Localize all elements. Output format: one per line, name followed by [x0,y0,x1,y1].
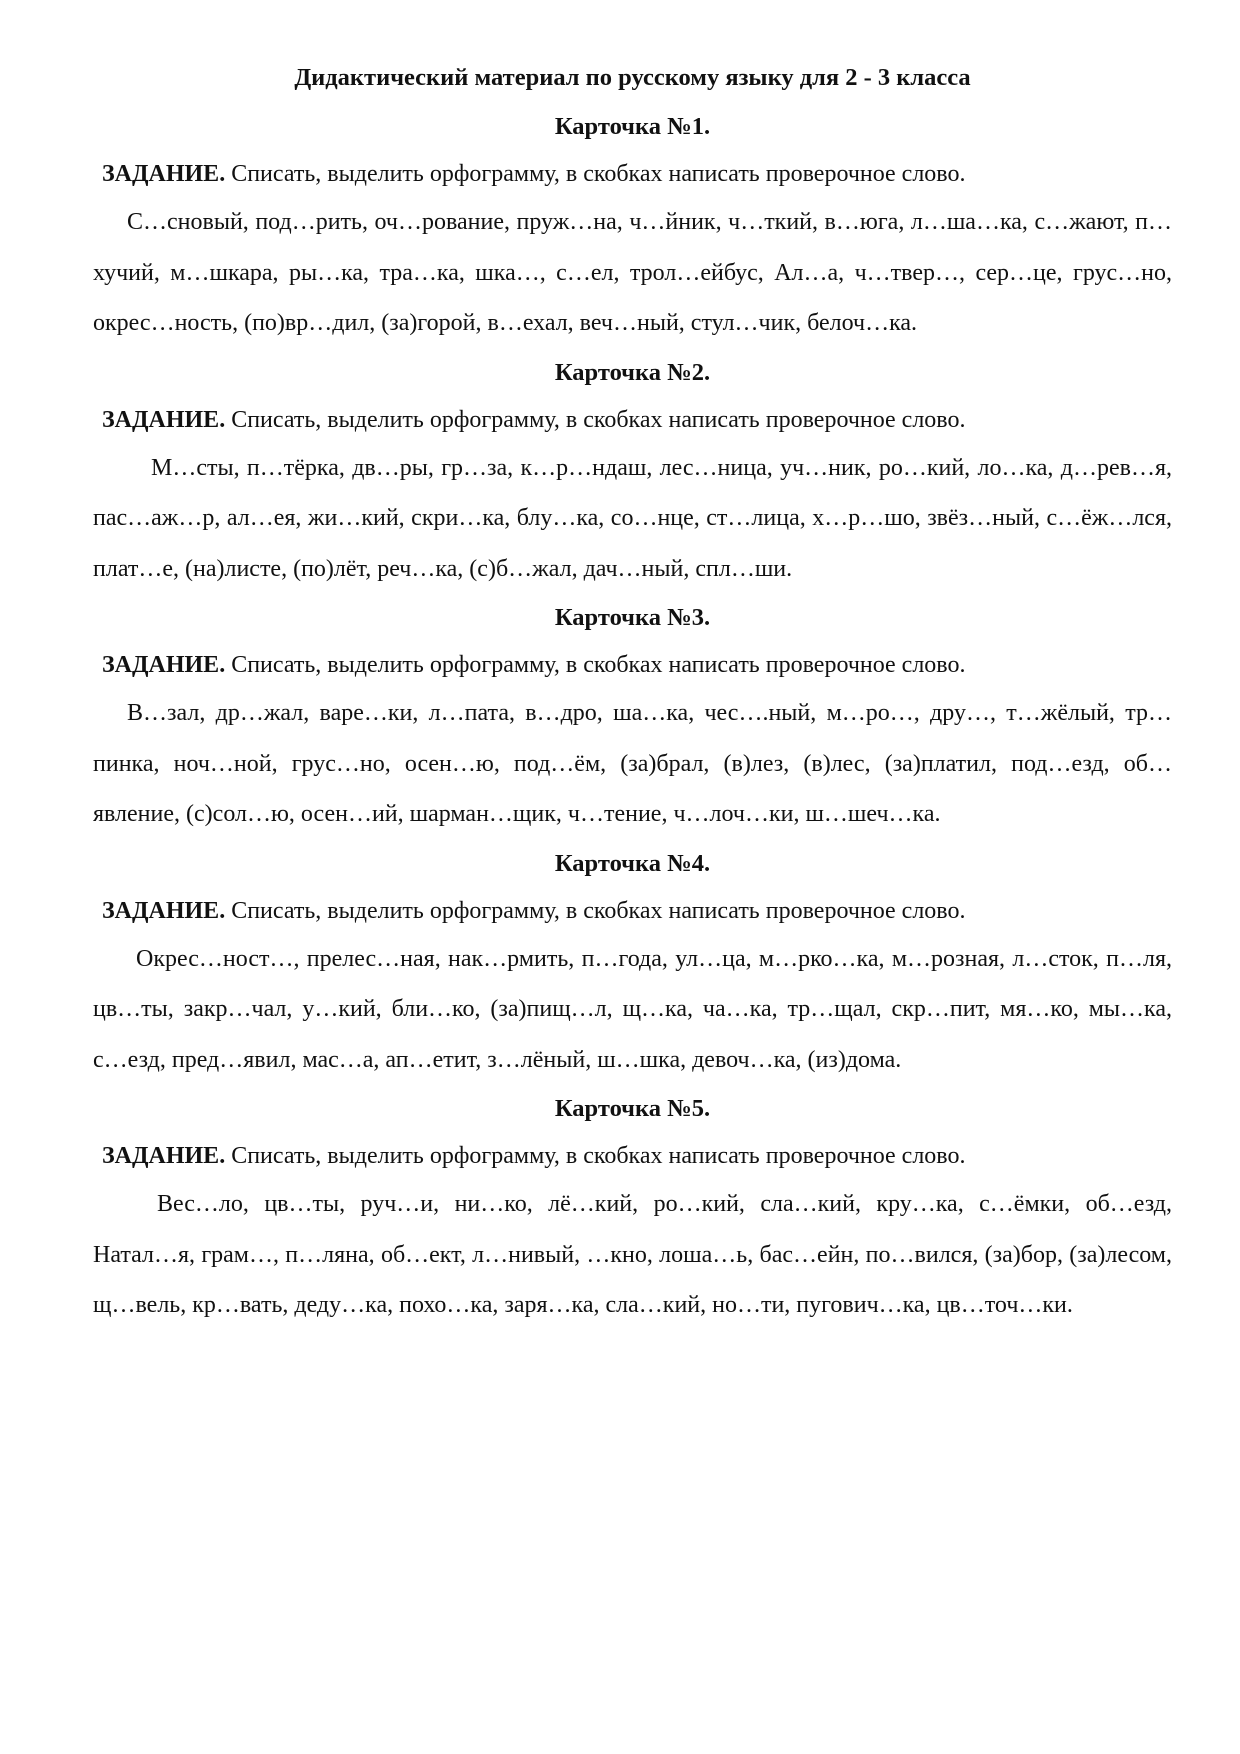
card-5 [93,1085,1172,1331]
task-instruction [93,888,1172,934]
card-title: Карточка №3. [554,604,711,631]
task-instruction [93,642,1172,688]
task-label: ЗАДАНИЕ. [102,406,226,433]
card-title: Карточка №5. [554,1095,711,1122]
card-title: Карточка №2. [554,358,711,386]
card-title: Карточка №4. [554,849,711,877]
exercise-words: В…зал, др…жал, варе…ки, л…пата, в…дро, ша…ка, чес….ный, м…ро…, дру…, т…жёлый, тр…пинка, ноч…ной, грус…но, осен…ю, под…ём, (за)брал, (в)лез, (в)лес, (за)платил, под…езд, об…явление, (с)сол…ю, осен…ий, шарман…щик, ч…тение, ч…лоч…ки, ш…шеч…ка. [93,700,1172,827]
card-2 [93,349,1172,595]
exercise-words: С…сновый, под…рить, оч…рование, пруж…на, ч…йник, ч…ткий, в…юга, л…ша…ка, с…жают, п…хучий, м…шкара, ры…ка, тра…ка, шка…, с…ел, трол…ейбус, Ал…а, ч…твер…, сер…це, грус…но, окрес…ность, (по)вр…дил, (за)горой, в…ехал, веч…ный, стул…чик, белоч…ка. [93,209,1172,336]
task-text: Списать, выделить орфограмму, в скобках написать проверочное слово. [231,1143,966,1169]
task-text: Списать, выделить орфограмму, в скобках написать проверочное слово. [231,406,966,433]
task-label: ЗАДАНИЕ. [102,652,226,678]
task-instruction [93,151,1172,197]
task-label: ЗАДАНИЕ. [102,1143,226,1169]
task-label: ЗАДАНИЕ. [102,161,226,187]
task-text: Списать, выделить орфограмму, в скобках написать проверочное слово. [231,897,966,924]
document-page [93,52,1172,1331]
task-label: ЗАДАНИЕ. [102,897,226,924]
card-title: Карточка №1. [554,113,711,140]
card-4 [93,840,1172,1086]
task-text: Списать, выделить орфограмму, в скобках написать проверочное слово. [231,161,966,187]
task-instruction [93,397,1172,443]
exercise-words: Вес…ло, цв…ты, руч…и, ни…ко, лё…кий, ро…кий, сла…кий, кру…ка, с…ёмки, об…езд, Натал…я, грам…, п…ляна, об…ект, л…нивый, …кно, лоша…ь, бас…ейн, по…вился, (за)бор, (за)лесом, щ…вель, кр…вать, деду…ка, похо…ка, заря…ка, сла…кий, но…ти, пугович…ка, цв…точ…ки. [93,1191,1172,1318]
task-instruction [93,1133,1172,1179]
exercise-words: Окрес…ност…, прелес…ная, нак…рмить, п…года, ул…ца, м…рко…ка, м…розная, л…сток, п…ля, цв…ты, закр…чал, у…кий, бли…ко, (за)пищ…л, щ…ка, ча…ка, тр…щал, скр…пит, мя…ко, мы…ка, с…езд, пред…явил, мас…а, ап…етит, з…лёный, ш…шка, девоч…ка, (из)дома. [93,945,1172,1073]
exercise-words: М…сты, п…тёрка, дв…ры, гр…за, к…р…ндаш, лес…ница, уч…ник, ро…кий, ло…ка, д…рев…я, пас…аж…р, ал…ея, жи…кий, скри…ка, блу…ка, со…нце, ст…лица, х…р…шо, звёз…ный, с…ёж…лся, плат…е, (на)листе, (по)лёт, реч…ка, (с)б…жал, дач…ный, спл…ши. [93,454,1172,582]
document-title: Дидактический материал по русскому языку для 2 - 3 класса [294,64,971,91]
task-text: Списать, выделить орфограмму, в скобках написать проверочное слово. [231,652,966,678]
card-3 [93,594,1172,840]
card-1 [93,103,1172,349]
